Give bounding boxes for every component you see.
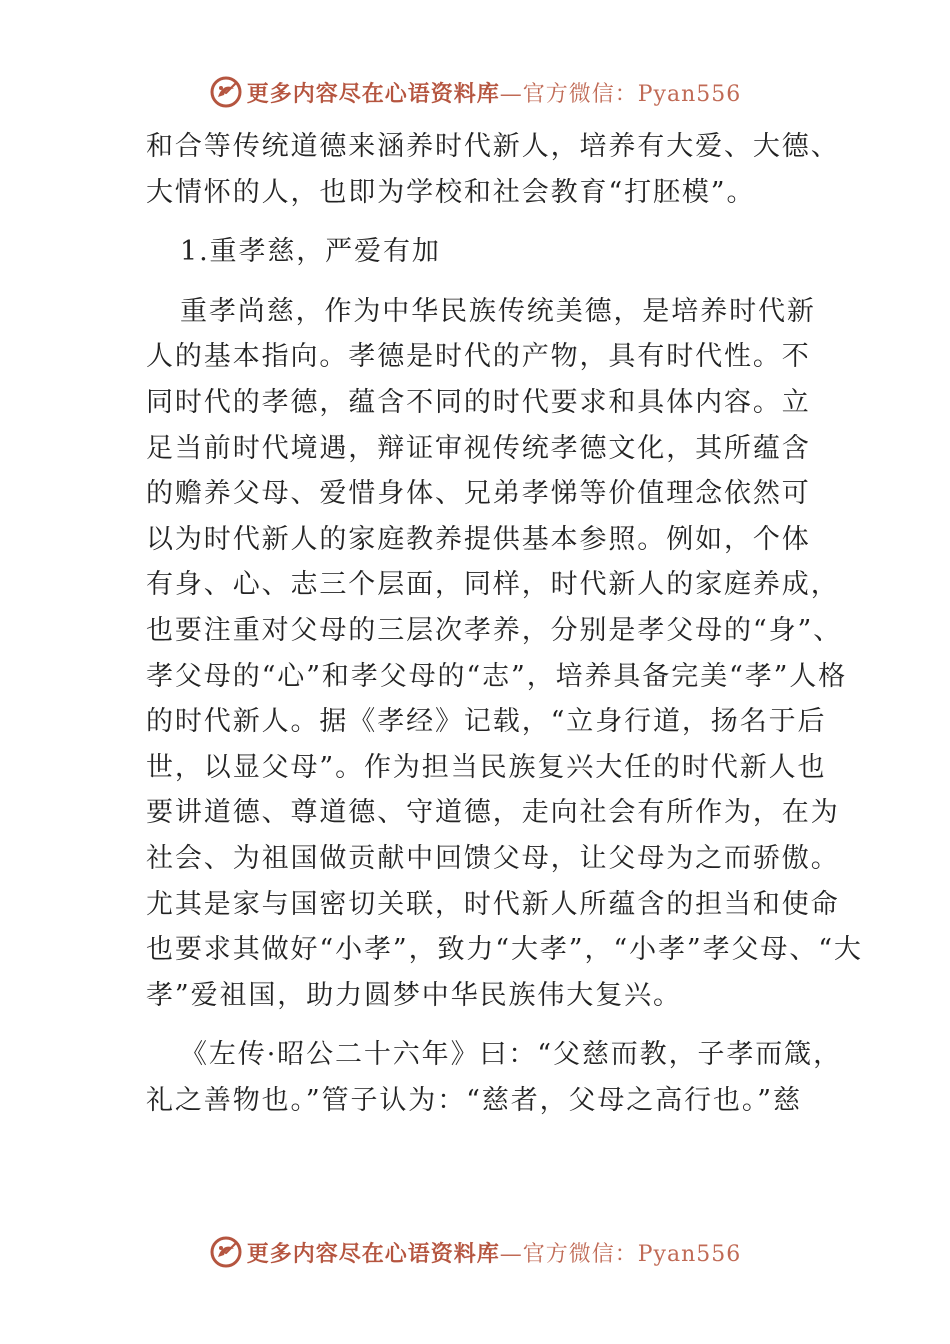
heading-text: 1.重孝慈，严爱有加: [180, 236, 441, 268]
section-heading: [146, 229, 826, 275]
header-banner-main: 更多内容尽在心语资料库: [246, 80, 500, 107]
document-body: [146, 124, 863, 1123]
footer-banner-rest: —官方微信：Pyan556: [499, 1241, 742, 1267]
text-line: 同时代的孝德，蕴含不同的时代要求和具体内容。立: [146, 386, 811, 418]
header-banner-text: [247, 77, 742, 108]
paragraph-2: [146, 289, 863, 1019]
text-line: 也要求其做好“小孝”，致力“大孝”，“小孝”孝父母、“大: [146, 934, 863, 966]
paragraph-3: [146, 1032, 842, 1123]
text-line: 的赡养父母、爱惜身体、兄弟孝悌等价值理念依然可: [146, 478, 811, 510]
logo-icon: [209, 1235, 243, 1269]
paragraph-1: [146, 124, 840, 215]
text-line: 礼之善物也。”管子认为：“慈者，父母之高行也。”慈: [146, 1084, 802, 1116]
header-banner-rest: —官方微信：Pyan556: [499, 81, 742, 107]
text-line: 孝父母的“心”和孝父母的“志”，培养具备完美“孝”人格: [146, 660, 848, 692]
text-line: 人的基本指向。孝德是时代的产物，具有时代性。不: [146, 341, 811, 373]
text-line: 以为时代新人的家庭教养提供基本参照。例如，个体: [146, 523, 811, 555]
text-line: 社会、为祖国做贡献中回馈父母，让父母为之而骄傲。: [146, 842, 840, 874]
text-line: 世，以显父母”。作为担当民族复兴大任的时代新人也: [146, 751, 827, 783]
footer-banner-main: 更多内容尽在心语资料库: [246, 1240, 500, 1267]
logo-icon: [209, 75, 243, 109]
text-line: 要讲道德、尊道德、守道德，走向社会有所作为，在为: [146, 797, 840, 829]
text-line: 尤其是家与国密切关联，时代新人所蕴含的担当和使命: [146, 888, 840, 920]
text-line: 有身、心、志三个层面，同样，时代新人的家庭养成，: [146, 569, 840, 601]
footer-banner-text: [247, 1237, 742, 1268]
text-line: 大情怀的人，也即为学校和社会教育“打胚模”。: [146, 176, 756, 208]
text-line: 孝”爱祖国，助力圆梦中华民族伟大复兴。: [146, 979, 682, 1011]
header-banner: [0, 72, 950, 112]
text-line: 《左传·昭公二十六年》曰：“父慈而教，子孝而箴，: [180, 1039, 842, 1071]
footer-banner: [0, 1232, 950, 1272]
text-line: 重孝尚慈，作为中华民族传统美德，是培养时代新: [180, 295, 816, 327]
text-line: 也要注重对父母的三层次孝养，分别是孝父母的“身”、: [146, 614, 843, 646]
text-line: 的时代新人。据《孝经》记载，“立身行道，扬名于后: [146, 706, 827, 738]
text-line: 足当前时代境遇，辩证审视传统孝德文化，其所蕴含: [146, 432, 811, 464]
text-line: 和合等传统道德来涵养时代新人，培养有大爱、大德、: [146, 131, 840, 162]
